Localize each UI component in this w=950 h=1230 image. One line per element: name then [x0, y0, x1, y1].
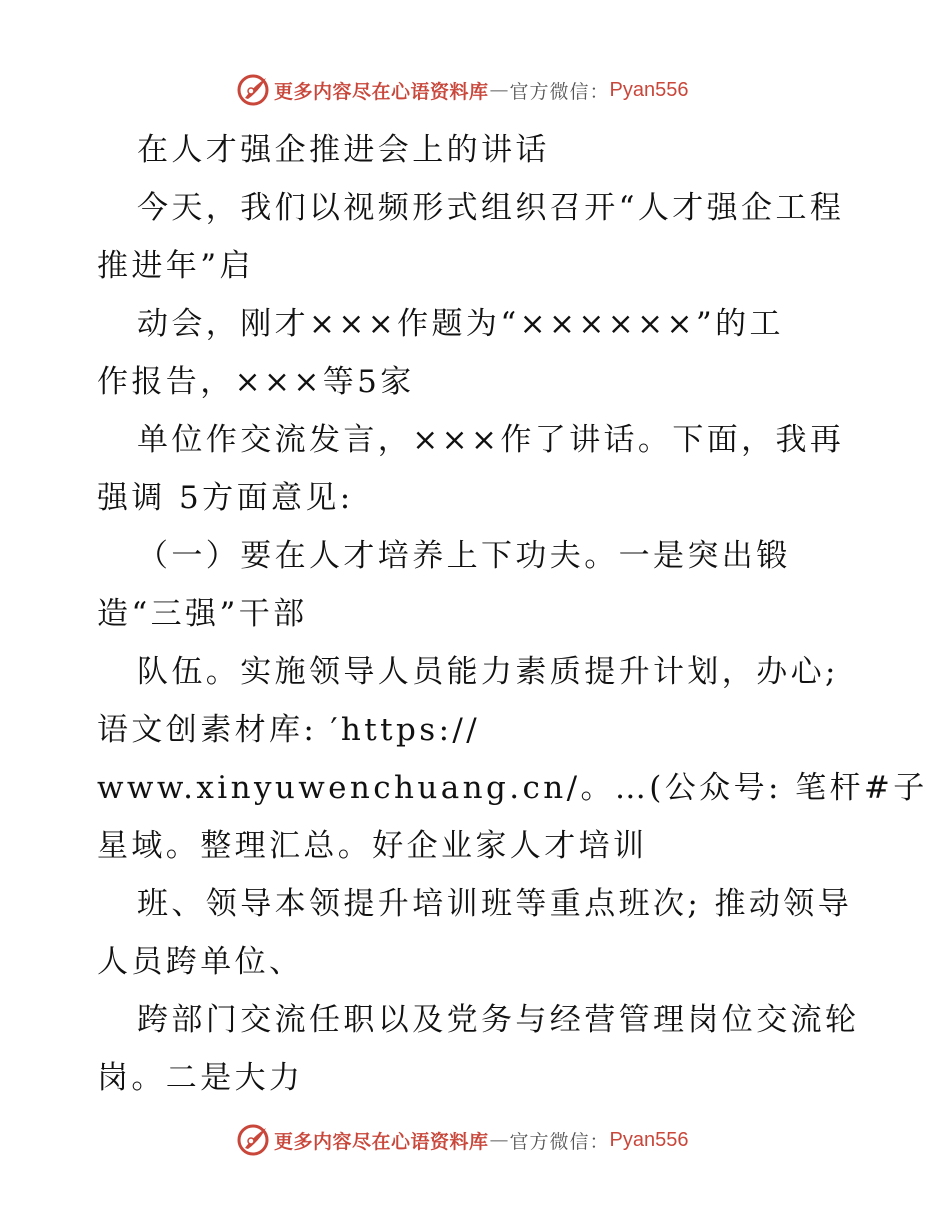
quill-logo-icon — [236, 73, 270, 107]
paragraph-line: 班、领导本领提升培训班等重点班次; 推动领导 — [137, 886, 853, 922]
quill-logo-icon — [236, 1123, 270, 1157]
paragraph-line: www.xinyuwenchuang.cn/。…(公众号: 笔杆#子 — [97, 770, 928, 806]
paragraph-line: 人员跨单位、 — [97, 944, 304, 980]
watermark-banner-bottom — [236, 1122, 689, 1158]
paragraph-line: 单位作交流发言，×××作了讲话。下面，我再 — [137, 422, 845, 458]
watermark-text: 更多内容尽在心语资料库 — [274, 80, 489, 103]
paragraph-line: 今天，我们以视频形式组织召开“人才强企工程 — [137, 190, 845, 226]
paragraph-line: 队伍。实施领导人员能力素质提升计划，办心; — [137, 654, 839, 690]
paragraph-line: 动会，刚才×××作题为“××××××”的工 — [137, 306, 784, 342]
watermark-wechat-label: 官方微信： — [509, 1130, 610, 1153]
document-body — [97, 121, 928, 1107]
paragraph-line: 语文创素材库: ′https:// — [97, 712, 481, 748]
watermark-text: 更多内容尽在心语资料库 — [274, 1130, 489, 1153]
watermark-wechat-label: 官方微信： — [509, 80, 610, 103]
paragraph-line: 星域。整理汇总。好企业家人才培训 — [97, 828, 648, 864]
paragraph-line: 跨部门交流任职以及党务与经营管理岗位交流轮 — [137, 1002, 860, 1038]
watermark-separator: — — [489, 1129, 509, 1151]
watermark-separator: — — [489, 79, 509, 101]
paragraph-line: 强调 5方面意见: — [97, 480, 354, 516]
document-title: 在人才强企推进会上的讲话 — [137, 132, 550, 168]
paragraph-line: 造“三强”干部 — [97, 596, 308, 632]
watermark-wechat-id: Pyan556 — [609, 1128, 689, 1151]
watermark-wechat-id: Pyan556 — [609, 78, 689, 101]
watermark-banner-top — [236, 72, 689, 108]
paragraph-line: 作报告，×××等5家 — [97, 364, 415, 400]
paragraph-line: 岗。二是大力 — [97, 1060, 304, 1096]
paragraph-line: 推进年”启 — [97, 248, 254, 284]
section-heading-line: （一）要在人才培养上下功夫。一是突出锻 — [137, 538, 791, 574]
